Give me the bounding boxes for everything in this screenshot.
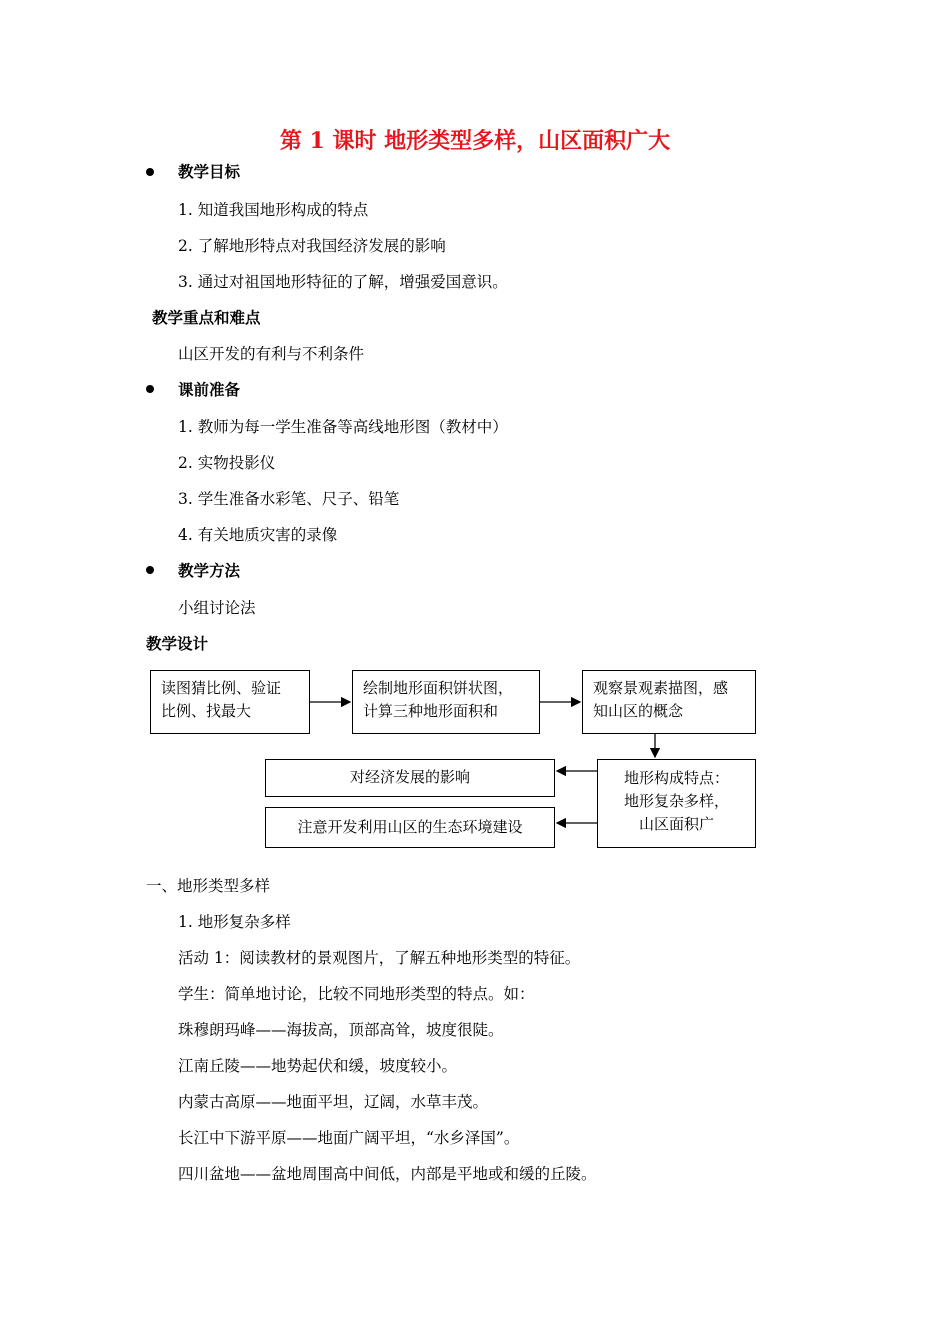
flow-box-terrain-features — [597, 759, 756, 848]
flow-box-line: 观察景观素描图，感 — [593, 679, 729, 697]
body-line: 江南丘陵——地势起伏和缓，坡度较小。 — [178, 1057, 458, 1075]
objectives-heading: 教学目标 — [178, 162, 241, 181]
flow-box-pie-chart — [352, 670, 540, 734]
body-line: 内蒙古高原——地面平坦，辽阔，水草丰茂。 — [178, 1093, 489, 1111]
flow-box-observe-sketch — [582, 670, 756, 734]
flow-box-ecology — [265, 807, 555, 848]
page-title: 第 1 课时 地形类型多样，山区面积广大 — [279, 128, 671, 154]
flow-box-line: 绘制地形面积饼状图， — [363, 679, 514, 697]
body-line: 长江中下游平原——地面广阔平坦，“水乡泽国”。 — [178, 1129, 520, 1147]
flow-box-read-map — [150, 670, 310, 734]
key-points-heading: 教学重点和难点 — [152, 308, 261, 327]
flow-box-line: 读图猜比例、验证 — [161, 679, 282, 697]
body-line: 活动 1：阅读教材的景观图片，了解五种地形类型的特征。 — [178, 949, 581, 967]
objective-item: 3. 通过对祖国地形特征的了解，增强爱国意识。 — [178, 273, 508, 291]
body-line: 珠穆朗玛峰——海拔高，顶部高耸，坡度很陡。 — [178, 1021, 504, 1039]
flow-box-line: 地形构成特点： — [623, 769, 729, 787]
flow-box-line: 山区面积广 — [638, 815, 714, 833]
flow-box-line: 地形复杂多样， — [623, 792, 729, 810]
design-heading: 教学设计 — [146, 634, 209, 653]
key-points-text: 山区开发的有利与不利条件 — [178, 345, 365, 363]
preparation-item: 2. 实物投影仪 — [178, 454, 276, 472]
method-text: 小组讨论法 — [178, 599, 256, 617]
section-subheading: 1. 地形复杂多样 — [178, 913, 291, 931]
flow-box-economic-impact — [265, 759, 555, 797]
flow-box-line: 计算三种地形面积和 — [363, 702, 499, 720]
body-line: 四川盆地——盆地周围高中间低，内部是平地或和缓的丘陵。 — [178, 1165, 597, 1183]
preparation-item: 4. 有关地质灾害的录像 — [178, 526, 338, 544]
flow-box-line: 知山区的概念 — [593, 702, 684, 720]
flow-box-line: 对经济发展的影响 — [349, 768, 470, 786]
flow-box-line: 比例、找最大 — [161, 702, 252, 720]
objective-item: 1. 知道我国地形构成的特点 — [178, 201, 369, 219]
flow-box-line: 注意开发利用山区的生态环境建设 — [297, 818, 523, 836]
preparation-item: 1. 教师为每一学生准备等高线地形图（教材中） — [178, 418, 508, 436]
preparation-heading: 课前准备 — [178, 380, 241, 399]
preparation-item: 3. 学生准备水彩笔、尺子、铅笔 — [178, 490, 400, 508]
objective-item: 2. 了解地形特点对我国经济发展的影响 — [178, 237, 446, 255]
body-line: 学生：简单地讨论，比较不同地形类型的特点。如： — [178, 985, 535, 1003]
section-heading: 一、地形类型多样 — [146, 877, 271, 895]
method-heading: 教学方法 — [178, 561, 241, 580]
